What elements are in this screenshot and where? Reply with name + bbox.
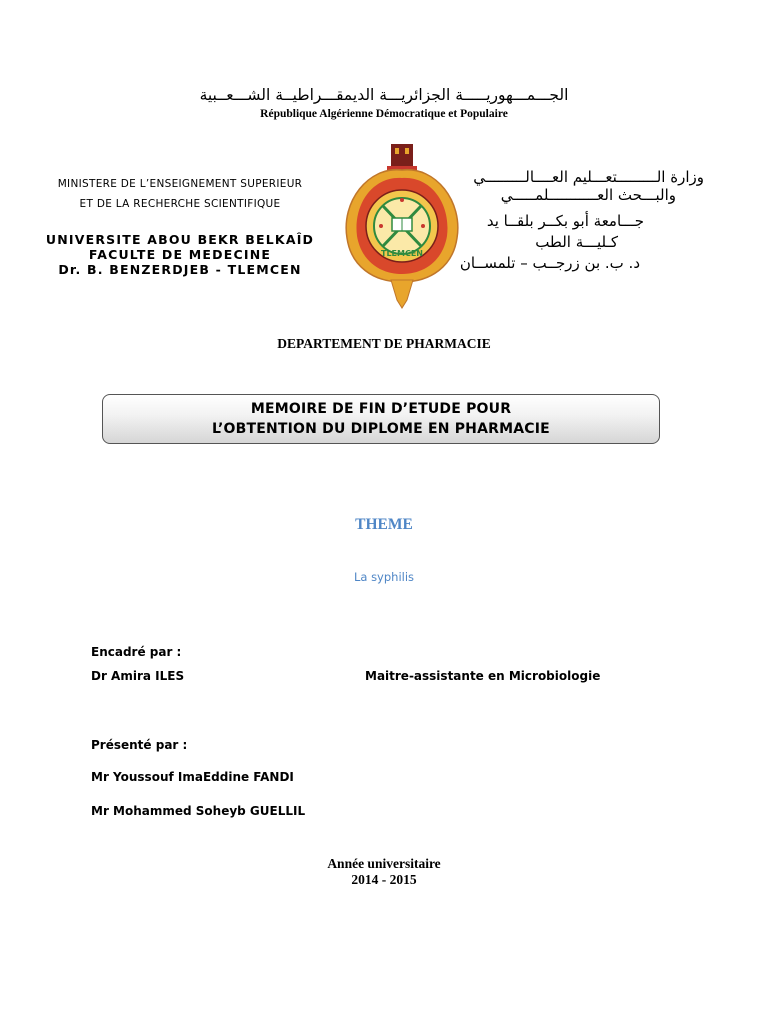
ministry-line-2: ET DE LA RECHERCHE SCIENTIFIQUE — [79, 198, 281, 210]
supervised-by-label: Encadré par : — [91, 645, 182, 659]
presenter-name: Mr Mohammed Soheyb GUELLIL — [91, 804, 306, 818]
ministry-line-1: MINISTERE DE L’ENSEIGNEMENT SUPERIEUR — [57, 178, 303, 190]
presented-by-label: Présenté par : — [91, 738, 188, 752]
academic-year-value: 2014 - 2015 — [351, 872, 417, 887]
memoir-title-line-1: MEMOIRE DE FIN D’ETUDE POUR — [250, 401, 512, 417]
supervisor-name: Dr Amira ILES — [91, 669, 185, 683]
arabic-faculty-name: كـليـــة الطب — [535, 233, 618, 251]
crest-text: TLEMCEN — [380, 249, 424, 258]
arabic-ministry-line-2: والبـــحث العـــــــــــلمـــــي — [500, 186, 676, 204]
academic-year-label: Année universitaire — [327, 856, 441, 871]
memoir-title-line-2: L’OBTENTION DU DIPLOME EN PHARMACIE — [212, 421, 550, 437]
theme-value: La syphilis — [353, 570, 415, 584]
arabic-ministry-line-1: وزارة الـــــــــتعـــليم العــــالـــــــــي — [473, 168, 704, 186]
supervisor-title: Maitre-assistante en Microbiologie — [365, 669, 601, 683]
faculty-location: Dr. B. BENZERDJEB - TLEMCEN — [58, 262, 302, 277]
republic-heading-fr: République Algérienne Démocratique et Populaire — [260, 108, 508, 120]
university-name: UNIVERSITE ABOU BEKR BELKAÎD — [45, 232, 315, 247]
arabic-university-name: جـــامعة أبو بكــر بلقــا يد — [486, 212, 644, 230]
presenter-name: Mr Youssouf ImaEddine FANDI — [91, 770, 294, 784]
arabic-republic-heading: الجـــمـــهوريـــــة الجزائريـــة الديمقـــراطيــة الشـــعــبية — [199, 86, 569, 104]
theme-label: THEME — [355, 516, 413, 533]
memoir-title-box — [102, 394, 660, 444]
arabic-faculty-location: د. ب. بن زرجــب – تلمســان — [459, 254, 640, 272]
university-crest-icon — [341, 142, 463, 310]
faculty-name: FACULTE DE MEDECINE — [88, 247, 272, 262]
department-title: DEPARTEMENT DE PHARMACIE — [277, 336, 491, 351]
